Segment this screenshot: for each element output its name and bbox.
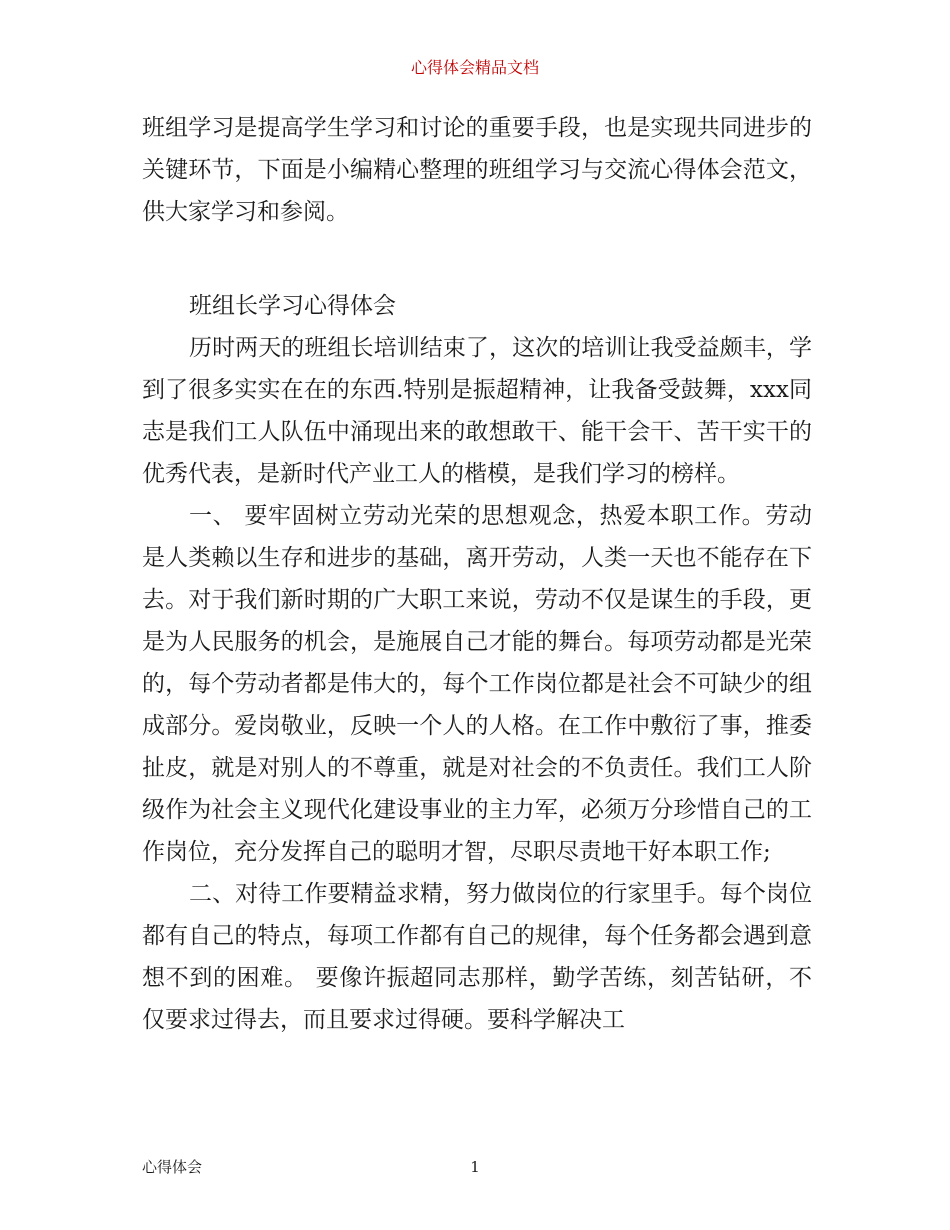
intro-paragraph: 班组学习是提高学生学习和讨论的重要手段，也是实现共同进步的关键环节，下面是小编精心整理的班组学习与交流心得体会范文，供大家学习和参阅。 bbox=[142, 115, 812, 225]
section-title: 班组长学习心得体会 bbox=[189, 293, 396, 319]
footer-label: 心得体会 bbox=[142, 1158, 203, 1176]
page-header-title: 心得体会精品文档 bbox=[410, 58, 539, 77]
page-number: 1 bbox=[470, 1158, 480, 1176]
document-body bbox=[142, 107, 812, 1041]
body-paragraph: 历时两天的班组长培训结束了，这次的培训让我受益颇丰，学到了很多实实在在的东西.特别是振超精神，让我备受鼓舞，xxx同志是我们工人队伍中涌现出来的敢想敢干、能干会干、苦干实干的优秀代表，是新时代产业工人的楷模，是我们学习的榜样。 bbox=[142, 335, 812, 487]
body-paragraph: 一、 要牢固树立劳动光荣的思想观念，热爱本职工作。劳动是人类赖以生存和进步的基础，离开劳动，人类一天也不能存在下去。对于我们新时期的广大职工来说，劳动不仅是谋生的手段，更是为人民服务的机会，是施展自己才能的舞台。每项劳动都是光荣的，每个劳动者都是伟大的，每个工作岗位都是社会不可缺少的组成部分。爱岗敬业，反映一个人的人格。在工作中敷衍了事，推委扯皮，就是对别人的不尊重，就是对社会的不负责任。我们工人阶级作为社会主义现代化建设事业的主力军，必须万分珍惜自己的工作岗位，充分发挥自己的聪明才智，尽职尽责地干好本职工作; bbox=[142, 503, 812, 865]
body-paragraph: 二、对待工作要精益求精，努力做岗位的行家里手。每个岗位都有自己的特点，每项工作都有自己的规律，每个任务都会遇到意想不到的困难。 要像许振超同志那样，勤学苦练，刻苦钻研，不仅要求过得去，而且要求过得硬。要科学解决工 bbox=[142, 881, 812, 1033]
